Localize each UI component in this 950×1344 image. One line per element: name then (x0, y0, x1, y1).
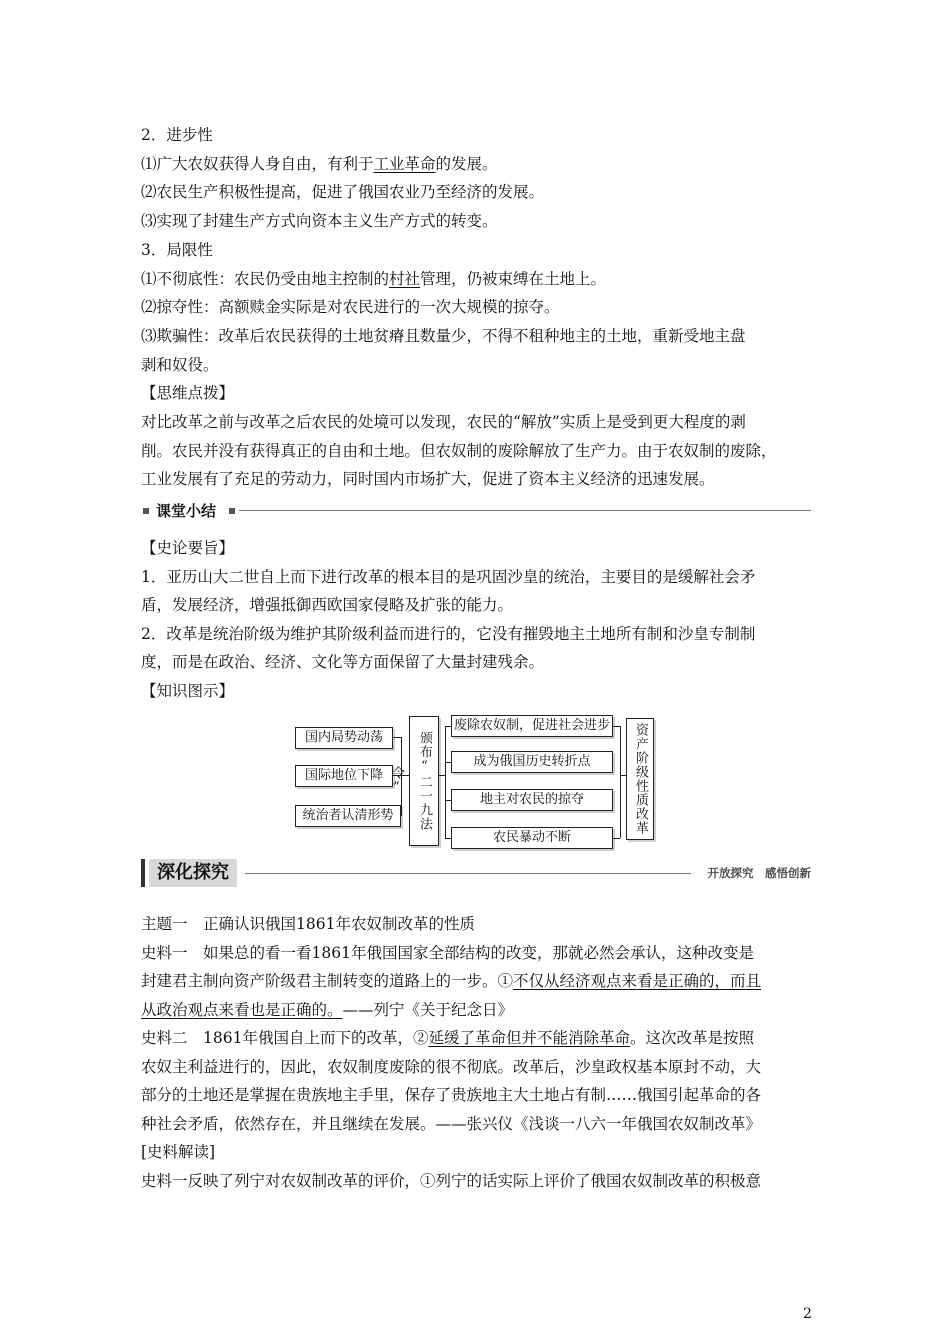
underlined-text: 工业革命 (373, 154, 436, 173)
text-span: 封建君主制向资产阶级君主制转变的道路上的一步。① (141, 972, 514, 990)
section-slogan: 开放探究 感悟创新 (707, 866, 811, 880)
square-bullet-icon (143, 508, 149, 514)
text-span: 管理，仍被束缚在土地上。 (420, 269, 607, 288)
text-line-limit-2: ⑵掠夺性：高额赎金实际是对农民进行的一次大规模的掠夺。 (141, 298, 560, 317)
text-line-source1-b (141, 970, 761, 992)
text-line-thesis-2a: 2．改革是统治阶级为维护其阶级利益而进行的，它没有摧毁地主土地所有制和沙皇专制制 (141, 624, 756, 643)
text-line-limit-3a: ⑶欺骗性：改革后农民获得的土地贫瘠且数量少，不得不租种地主的土地，重新受地主盘 (141, 326, 746, 345)
text-line-interpret-heading: [史料解读] (141, 1143, 216, 1161)
connector-line (613, 838, 620, 839)
law-box: 颁布“二一九法令” (409, 716, 439, 846)
cause-box: 统治者认清形势 (295, 805, 401, 827)
text-line-source2-b: 农奴主利益进行的，因此，农奴制度废除的很不彻底。改革后，沙皇政权基本原封不动，大 (141, 1057, 762, 1076)
square-bullet-icon (229, 508, 235, 514)
underlined-text: 从政治观点来看也是正确的。 (141, 1000, 343, 1019)
text-span: ⑴不彻底性：农民仍受由地主控制的 (141, 269, 390, 288)
cause-box: 国内局势动荡 (295, 727, 393, 749)
underlined-text: 延缓了革命但并不能消除革命 (428, 1029, 630, 1047)
underlined-text: 村社 (389, 269, 421, 288)
text-line-interpret-1: 史料一反映了列宁对农奴制改革的评价，①列宁的话实际上评价了俄国农奴制改革的积极意 (141, 1171, 762, 1190)
text-line-progress-heading: 2．进步性 (141, 126, 213, 144)
text-line-thinking-3: 工业发展有了充足的劳动力，同时国内市场扩大，促进了资本主义经济的迅速发展。 (141, 470, 715, 489)
text-line-source1-c (141, 999, 513, 1021)
effect-box: 废除农奴制，促进社会进步 (451, 715, 613, 737)
underlined-text: 不仅从经济观点来看是正确的，而且 (513, 972, 762, 990)
text-line-thesis-1a: 1．亚历山大二世自上而下进行改革的根本目的是巩固沙皇的统治，主要目的是缓解社会矛 (141, 567, 756, 586)
text-line-limit-1 (141, 268, 606, 290)
effect-box: 成为俄国历史转折点 (451, 751, 613, 773)
text-span: 史料二 1861年俄国自上而下的改革，② (141, 1029, 429, 1047)
text-line-source2-c: 部分的土地还是掌握在贵族地主手里，保存了贵族地主大土地占有制……俄国引起革命的各 (141, 1086, 762, 1104)
connector-line (393, 737, 401, 738)
text-line-thesis-heading: 【史论要旨】 (141, 539, 235, 557)
text-line-source2-d: 种社会矛盾，依然存在，并且继续在发展。——张兴仪《浅谈一八六一年俄国农奴制改革》 (141, 1114, 762, 1133)
section-title: 深化探究 (149, 859, 237, 887)
nature-box: 资产阶级性质改革 (626, 718, 654, 840)
connector-line (620, 726, 621, 838)
section-bar (141, 859, 145, 887)
knowledge-diagram (290, 712, 660, 854)
text-line-diagram-heading: 【知识图示】 (141, 682, 235, 700)
text-line-thesis-2b: 度，而是在政治、经济、文化等方面保留了大量封建残余。 (141, 653, 545, 672)
text-span: ⑴广大农奴获得人身自由，有利于 (141, 154, 374, 173)
section-deep-explore (141, 859, 811, 887)
page-number: 2 (803, 1306, 812, 1322)
effect-box: 农民暴动不断 (451, 827, 613, 849)
text-line-source1-a: 史料一 如果总的看一看1861年俄国国家全部结构的改变，那就必然会承认，这种改变是 (141, 943, 754, 962)
section-class-summary (141, 500, 811, 522)
text-line-source2-a (141, 1027, 754, 1049)
text-line-limit-heading: 3．局限性 (141, 240, 213, 259)
text-line-progress-3: ⑶实现了封建生产方式向资本主义生产方式的转变。 (141, 212, 498, 231)
text-span: ——列宁《关于纪念日》 (342, 1000, 514, 1019)
section-title: 课堂小结 (156, 502, 217, 520)
text-span: 的发展。 (435, 154, 498, 173)
text-line-thinking-2: 削。农民并没有获得真正的自由和土地。但农奴制的废除解放了生产力。由于农奴制的废除， (141, 441, 777, 460)
cause-box: 国际地位下降 (295, 765, 393, 787)
text-line-progress-2: ⑵农民生产积极性提高，促进了俄国农业乃至经济的发展。 (141, 183, 545, 202)
connector-line (613, 726, 620, 727)
divider (245, 873, 691, 874)
text-span: 。这次改革是按照 (629, 1029, 754, 1047)
connector-line (445, 726, 446, 838)
text-line-topic-1: 主题一 正确认识俄国1861年农奴制改革的性质 (141, 915, 475, 933)
divider (239, 510, 811, 511)
text-line-thinking-heading: 【思维点拨】 (141, 384, 235, 403)
text-line-progress-1 (141, 153, 498, 175)
text-line-limit-3b: 剥和奴役。 (141, 355, 219, 374)
text-line-thesis-1b: 盾，发展经济，增强抵御西欧国家侵略及扩张的能力。 (141, 596, 514, 615)
text-line-thinking-1: 对比改革之前与改革之后农民的处境可以发现，农民的“解放”实质上是受到更大程度的剥 (141, 413, 746, 431)
effect-box: 地主对农民的掠夺 (451, 789, 613, 811)
